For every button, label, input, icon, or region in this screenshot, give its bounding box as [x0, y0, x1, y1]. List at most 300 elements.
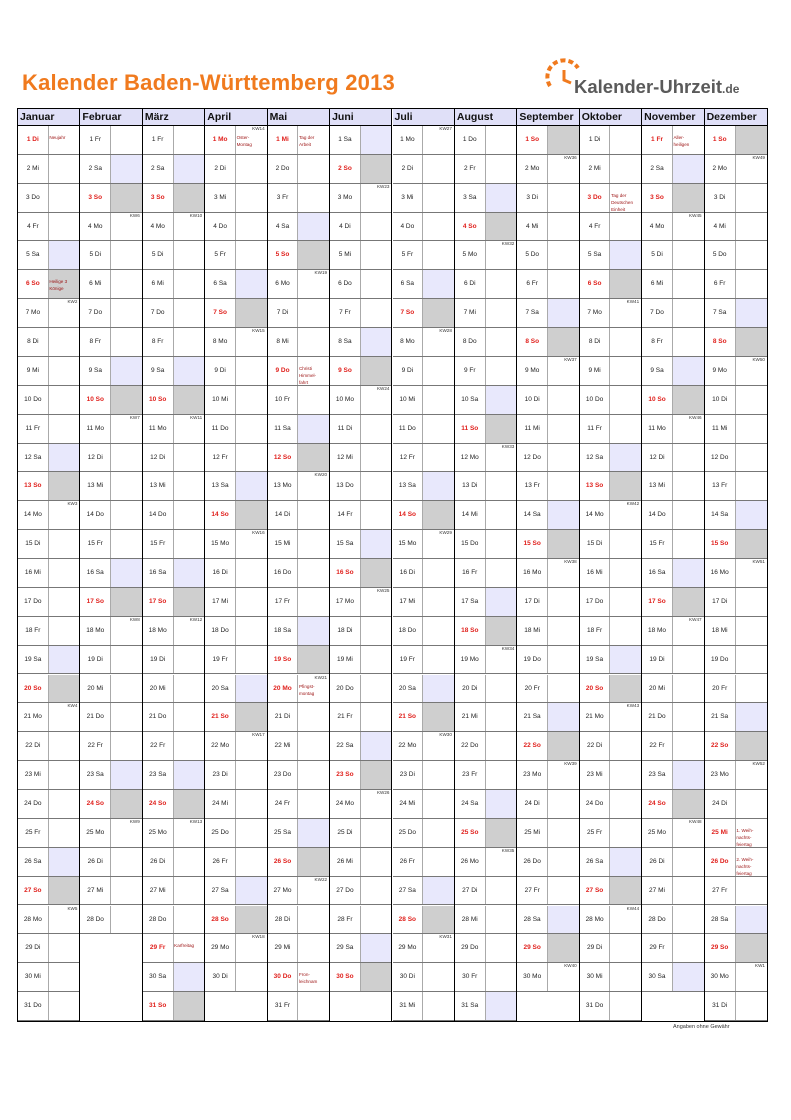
day-cell: [143, 270, 204, 299]
holiday-note: Christi Himmel- fahrt: [298, 365, 317, 385]
day-label: 20 Fr: [705, 675, 736, 703]
day-label: 7 Do: [143, 299, 174, 327]
day-note-area: [298, 559, 329, 587]
day-cell: [580, 559, 641, 588]
day-cell: [18, 906, 79, 935]
day-cell: [517, 848, 578, 877]
day-note-area: [361, 357, 392, 385]
day-cell: [705, 906, 767, 935]
day-cell: [205, 588, 266, 617]
day-label: 4 Fr: [18, 213, 49, 241]
day-note-area: [610, 819, 641, 847]
day-note-area: [486, 819, 517, 847]
day-cell: [642, 588, 703, 617]
day-label: 27 Mi: [80, 877, 111, 905]
day-cell: [80, 213, 141, 242]
day-cell: [205, 357, 266, 386]
day-cell: [642, 934, 703, 963]
day-cell: [580, 906, 641, 935]
day-cell: [268, 357, 329, 386]
day-label: 8 So: [705, 328, 736, 356]
day-note-area: [49, 213, 80, 241]
day-cell: [205, 444, 266, 473]
day-note-area: [111, 530, 142, 558]
day-label: 7 Mo: [18, 299, 49, 327]
day-cell: [705, 530, 767, 559]
day-label: 25 Fr: [580, 819, 611, 847]
day-note-area: [49, 155, 80, 183]
day-label: 3 So: [80, 184, 111, 212]
day-label: 5 Mi: [330, 241, 361, 269]
day-note-area: [361, 530, 392, 558]
day-note-area: [174, 675, 205, 703]
day-note-area: [111, 328, 142, 356]
day-label: 28 Do: [642, 906, 673, 934]
day-note-area: [736, 126, 767, 154]
day-cell: [80, 848, 141, 877]
day-label: 17 Mi: [393, 588, 424, 616]
day-cell: [580, 848, 641, 877]
day-note-area: [423, 241, 454, 269]
day-cell: [143, 126, 204, 155]
day-label: 12 Mo: [455, 444, 486, 472]
day-label: 19 So: [268, 646, 299, 674]
day-label: 4 Di: [330, 213, 361, 241]
day-cell: [580, 299, 641, 328]
day-cell: [330, 588, 391, 617]
day-cell: [393, 501, 454, 530]
holiday-note: Oster- Montag: [236, 135, 252, 147]
day-label: 16 Mo: [517, 559, 548, 587]
day-cell: [268, 732, 329, 761]
day-cell: [205, 270, 266, 299]
day-label: 20 Fr: [517, 675, 548, 703]
day-label: 30 Di: [205, 963, 236, 991]
day-label: 9 Sa: [80, 357, 111, 385]
day-cell: [455, 761, 516, 790]
day-note-area: [673, 732, 704, 760]
day-cell: [205, 530, 266, 559]
day-cell: [642, 270, 703, 299]
day-note-area: [736, 415, 767, 443]
day-note-area: [736, 934, 767, 962]
day-label: 14 Sa: [705, 501, 736, 529]
week-number: KW27: [439, 126, 452, 131]
day-note-area: [610, 963, 641, 991]
day-label: 11 Mo: [143, 415, 174, 443]
month-header: Oktober: [580, 109, 641, 126]
day-label: 17 Mo: [330, 588, 361, 616]
day-cell: [268, 501, 329, 530]
day-cell: [330, 472, 391, 501]
day-cell: [455, 328, 516, 357]
day-note-area: [610, 732, 641, 760]
day-note-area: [423, 848, 454, 876]
day-label: 22 Do: [455, 732, 486, 760]
day-label: 30 Sa: [143, 963, 174, 991]
day-cell: [18, 646, 79, 675]
day-label: 3 Di: [705, 184, 736, 212]
day-label: 23 Mi: [18, 761, 49, 789]
day-label: 15 Do: [455, 530, 486, 558]
day-cell: [80, 646, 141, 675]
day-cell: [517, 703, 578, 732]
day-note-area: [49, 992, 80, 1020]
holiday-note: Tag der Deutschen Einheit: [611, 192, 634, 212]
day-note-area: [548, 299, 579, 327]
day-note-area: [673, 241, 704, 269]
day-cell: [455, 501, 516, 530]
day-cell: [330, 530, 391, 559]
day-label: 26 Mi: [330, 848, 361, 876]
day-note-area: [486, 588, 517, 616]
day-cell: [455, 415, 516, 444]
day-label: 11 Mo: [642, 415, 673, 443]
day-label: 2 Mo: [517, 155, 548, 183]
day-note-area: [236, 501, 267, 529]
day-cell: [330, 415, 391, 444]
week-number: KW51: [752, 559, 765, 565]
day-cell: [642, 386, 703, 415]
holiday-note: Fron- leichnam: [298, 972, 318, 985]
day-note-area: [111, 472, 142, 500]
day-note-area: [298, 703, 329, 731]
day-cell: [517, 877, 578, 906]
week-number: KW12: [189, 616, 203, 622]
day-label: 26 Di: [642, 848, 673, 876]
day-cell: [517, 559, 578, 588]
day-cell: [143, 299, 204, 328]
day-cell: [517, 328, 578, 357]
day-note-area: [111, 675, 142, 703]
day-note-area: [111, 906, 142, 934]
day-note-area: [361, 848, 392, 876]
day-note-area: [174, 559, 205, 587]
day-note-area: [298, 530, 329, 558]
day-note-area: [361, 761, 392, 789]
day-note-area: [548, 270, 579, 298]
day-label: 26 Do: [705, 848, 736, 876]
day-cell: [580, 213, 641, 242]
day-cell: [580, 675, 641, 704]
day-label: 14 So: [205, 501, 236, 529]
day-cell: [330, 299, 391, 328]
day-cell: [580, 646, 641, 675]
day-note-area: [486, 790, 517, 818]
day-note-area: [736, 241, 767, 269]
site-logo[interactable]: [544, 56, 764, 100]
day-note-area: [298, 299, 329, 327]
day-label: 11 Do: [205, 415, 236, 443]
day-cell: [393, 761, 454, 790]
day-cell: [330, 559, 391, 588]
day-label: 8 Do: [455, 328, 486, 356]
day-note-area: [111, 559, 142, 587]
day-label: 9 Do: [268, 357, 299, 385]
day-note-area: [361, 270, 392, 298]
day-label: 24 Do: [580, 790, 611, 818]
day-label: 13 Mi: [80, 472, 111, 500]
day-label: 10 Mi: [393, 386, 424, 414]
day-note-area: [673, 386, 704, 414]
day-cell: [18, 848, 79, 877]
day-note-area: [736, 530, 767, 558]
day-note-area: [49, 328, 80, 356]
day-cell: [80, 530, 141, 559]
day-cell: [580, 155, 641, 184]
day-label: 4 Do: [393, 213, 424, 241]
day-label: 25 Do: [205, 819, 236, 847]
day-cell: [18, 444, 79, 473]
day-note-area: [236, 963, 267, 991]
day-cell: [642, 646, 703, 675]
day-label: 22 Di: [18, 732, 49, 760]
day-cell: [143, 213, 204, 242]
day-cell: [268, 270, 329, 299]
day-note-area: [548, 790, 579, 818]
day-label: 19 Mo: [455, 646, 486, 674]
day-note-area: [111, 299, 142, 327]
day-cell: [268, 790, 329, 819]
day-cell: [455, 155, 516, 184]
day-label: 25 Fr: [18, 819, 49, 847]
day-cell: [205, 963, 266, 992]
day-note-area: [610, 415, 641, 443]
month-header: Dezember: [705, 109, 767, 126]
day-cell: [517, 126, 578, 155]
day-label: 26 Di: [143, 848, 174, 876]
day-label: 2 Di: [393, 155, 424, 183]
day-cell: [393, 559, 454, 588]
day-note-area: [49, 617, 80, 645]
day-label: 7 Mi: [455, 299, 486, 327]
day-note-area: [548, 848, 579, 876]
day-cell: [580, 241, 641, 270]
day-label: 5 So: [268, 241, 299, 269]
day-note-area: [298, 444, 329, 472]
day-cell: [80, 155, 141, 184]
week-number: KW45: [689, 212, 702, 218]
day-cell: [455, 848, 516, 877]
day-label: 10 So: [642, 386, 673, 414]
day-label: 13 Di: [455, 472, 486, 500]
day-label: 31 Di: [705, 992, 736, 1020]
day-label: 28 Mo: [580, 906, 611, 934]
day-label: 18 Do: [393, 617, 424, 645]
day-label: 13 Fr: [517, 472, 548, 500]
day-label: 4 Mo: [80, 213, 111, 241]
day-label: 12 Sa: [18, 444, 49, 472]
day-label: 21 Mo: [18, 703, 49, 731]
day-label: 20 Sa: [205, 675, 236, 703]
day-cell: [18, 357, 79, 386]
day-note-area: [298, 617, 329, 645]
day-note-area: [174, 472, 205, 500]
day-label: 29 Mi: [268, 934, 299, 962]
day-note-area: [111, 501, 142, 529]
day-label: 22 Fr: [642, 732, 673, 760]
day-label: 6 Sa: [393, 270, 424, 298]
day-cell: [80, 675, 141, 704]
day-cell: [18, 386, 79, 415]
day-cell: [455, 819, 516, 848]
day-label: 11 Mo: [80, 415, 111, 443]
day-label: 8 Fr: [642, 328, 673, 356]
day-note-area: [548, 906, 579, 934]
day-label: 29 Di: [580, 934, 611, 962]
day-note-area: [423, 588, 454, 616]
day-cell: [642, 617, 703, 646]
day-cell: [330, 501, 391, 530]
day-label: 23 Sa: [642, 761, 673, 789]
day-cell: [393, 934, 454, 963]
day-note-area: [610, 357, 641, 385]
week-number: KW43: [626, 703, 640, 709]
day-cell: [393, 357, 454, 386]
day-cell: [205, 328, 266, 357]
day-note-area: [111, 270, 142, 298]
day-label: 26 Do: [517, 848, 548, 876]
day-label: 20 So: [580, 675, 611, 703]
day-note-area: [361, 415, 392, 443]
day-note-area: [361, 444, 392, 472]
week-number: KW35: [501, 847, 515, 853]
day-cell: [705, 790, 767, 819]
day-note-area: [361, 501, 392, 529]
day-note-area: [111, 184, 142, 212]
holiday-note: Aller- heiligen: [673, 135, 690, 147]
day-note-area: [486, 213, 517, 241]
day-label: 1 Di: [580, 126, 611, 154]
day-label: 28 Sa: [705, 906, 736, 934]
day-label: 12 Di: [143, 444, 174, 472]
day-label: 16 Fr: [455, 559, 486, 587]
day-cell: [455, 472, 516, 501]
day-cell: [18, 415, 79, 444]
day-note-area: [736, 617, 767, 645]
day-note-area: [548, 472, 579, 500]
day-cell: [330, 357, 391, 386]
day-note-area: [673, 559, 704, 587]
day-cell: [330, 703, 391, 732]
month-column: [642, 109, 704, 1021]
day-cell: [330, 761, 391, 790]
day-label: 30 Mi: [580, 963, 611, 991]
day-note-area: [736, 732, 767, 760]
day-note-area: [298, 934, 329, 962]
day-label: 21 Di: [268, 703, 299, 731]
day-cell: [455, 675, 516, 704]
day-cell: [393, 877, 454, 906]
day-note-area: [548, 386, 579, 414]
day-cell: [642, 328, 703, 357]
day-note-area: [361, 213, 392, 241]
day-cell: [642, 703, 703, 732]
day-cell: [705, 386, 767, 415]
day-cell: [143, 444, 204, 473]
day-cell: [18, 675, 79, 704]
day-note-area: [736, 299, 767, 327]
week-number: KW23: [376, 183, 390, 189]
day-label: 24 Fr: [268, 790, 299, 818]
day-label: 14 Do: [80, 501, 111, 529]
day-label: 17 Do: [18, 588, 49, 616]
day-note-area: [486, 126, 517, 154]
day-cell: [143, 386, 204, 415]
day-cell: [580, 703, 641, 732]
day-cell: [330, 241, 391, 270]
day-cell: [705, 444, 767, 473]
day-note-area: [49, 472, 80, 500]
day-cell: [80, 790, 141, 819]
day-cell: [268, 675, 329, 704]
day-note-area: [423, 617, 454, 645]
day-label: 24 Di: [517, 790, 548, 818]
day-cell: [393, 963, 454, 992]
day-label: 16 Di: [205, 559, 236, 587]
week-number: KW41: [626, 299, 640, 305]
holiday-note: Heilige 3 Könige: [49, 279, 68, 292]
day-cell: [80, 299, 141, 328]
month-header: April: [205, 109, 266, 126]
day-cell: [455, 530, 516, 559]
day-note-area: [486, 415, 517, 443]
day-note-area: [111, 877, 142, 905]
day-label: 29 So: [705, 934, 736, 962]
day-cell: [268, 386, 329, 415]
day-cell: [143, 241, 204, 270]
day-note-area: [423, 184, 454, 212]
day-note-area: [610, 530, 641, 558]
day-label: 14 Do: [642, 501, 673, 529]
day-note-area: [423, 559, 454, 587]
day-cell: [393, 299, 454, 328]
day-label: 28 So: [205, 906, 236, 934]
day-note-area: [111, 848, 142, 876]
week-number: KW47: [689, 616, 702, 622]
week-number: KW22: [314, 876, 328, 882]
week-number: KW19: [314, 270, 328, 276]
day-note-area: [423, 386, 454, 414]
day-cell: [517, 357, 578, 386]
week-number: KW37: [564, 356, 577, 362]
day-note-area: [610, 617, 641, 645]
day-label: 18 Mi: [705, 617, 736, 645]
day-cell: [80, 357, 141, 386]
week-number: KW36: [564, 154, 577, 160]
day-note-area: [174, 992, 205, 1020]
day-cell: [268, 646, 329, 675]
day-label: 14 Do: [143, 501, 174, 529]
day-label: 6 Di: [455, 270, 486, 298]
day-label: 17 Di: [705, 588, 736, 616]
day-label: 9 Mi: [18, 357, 49, 385]
day-label: 1 So: [705, 126, 736, 154]
day-cell: [642, 732, 703, 761]
day-cell: [205, 241, 266, 270]
day-note-area: [49, 415, 80, 443]
day-label: 22 Mi: [268, 732, 299, 760]
day-note-area: [423, 819, 454, 847]
day-note-area: [423, 357, 454, 385]
day-cell: [18, 761, 79, 790]
day-label: 17 So: [642, 588, 673, 616]
day-note-area: [111, 790, 142, 818]
day-label: 18 Fr: [580, 617, 611, 645]
day-note-area: [610, 790, 641, 818]
day-label: 31 Mi: [393, 992, 424, 1020]
day-cell: [18, 559, 79, 588]
